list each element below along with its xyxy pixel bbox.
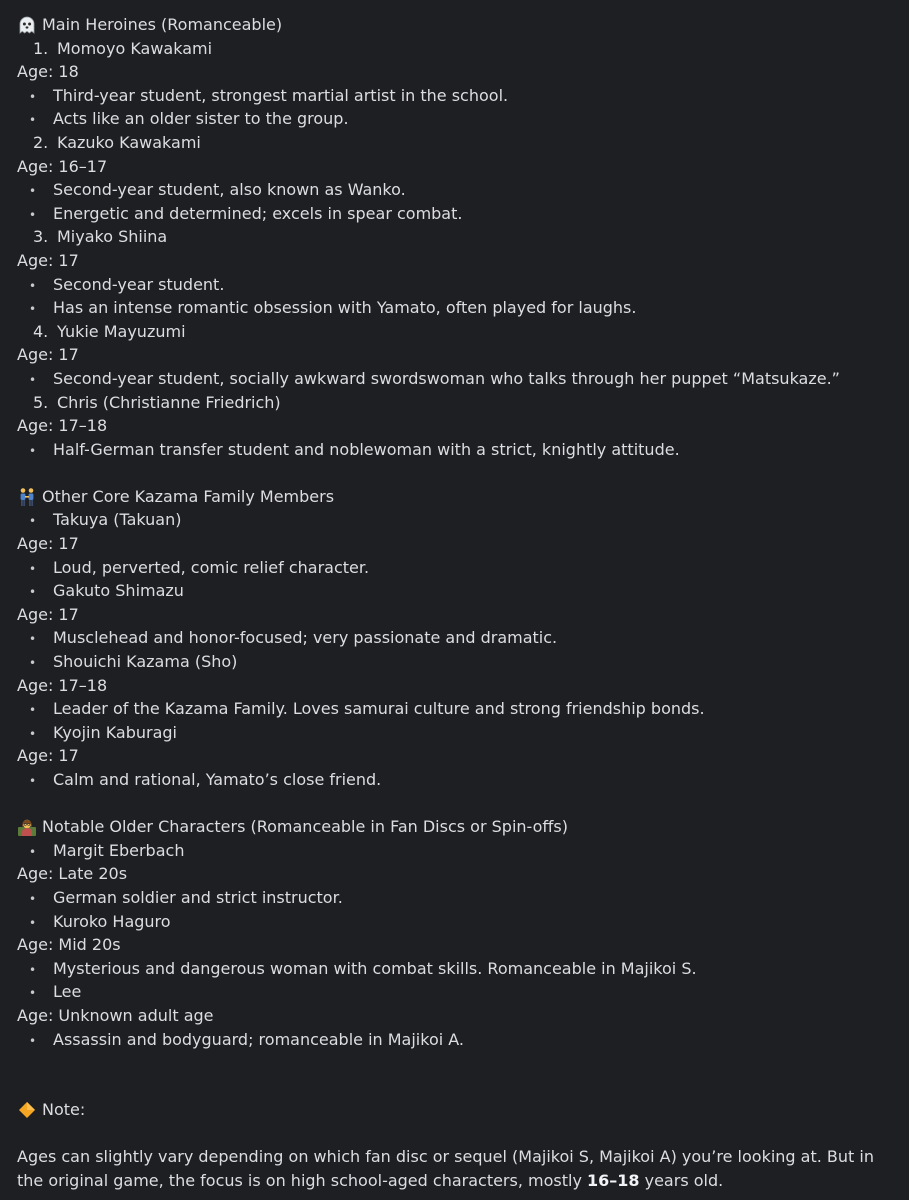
list-item: • Has an intense romantic obsession with Yamato, often played for laughs. bbox=[29, 298, 637, 318]
character-name: Kyojin Kaburagi bbox=[53, 722, 177, 742]
section-title: Other Core Kazama Family Members bbox=[42, 486, 335, 506]
orange-diamond-icon bbox=[17, 1100, 37, 1120]
list-item: • Second-year student. bbox=[29, 274, 225, 294]
list-item: • Third-year student, strongest martial artist in the school. bbox=[29, 85, 509, 105]
list-item: • Kuroko Haguro bbox=[29, 911, 171, 931]
message-content bbox=[17, 13, 902, 1193]
list-item: • German soldier and strict instructor. bbox=[29, 887, 343, 907]
note-text: Ages can slightly vary depending on which fan disc or sequel (Majikoi S, Majikoi A) you’re looking at. But in the original game, the focus is on high school-aged characters, mostly 16–18 years old. bbox=[17, 1147, 874, 1191]
list-item: 5. Chris (Christianne Friedrich) bbox=[33, 392, 281, 412]
character-age: Age: 17–18 bbox=[17, 675, 108, 695]
list-item: 2. Kazuko Kawakami bbox=[33, 132, 201, 152]
section-heading-core bbox=[17, 485, 902, 509]
character-name: Chris (Christianne Friedrich) bbox=[57, 392, 281, 412]
list-item: • Energetic and determined; excels in spear combat. bbox=[29, 203, 463, 223]
people-holding-hands-icon bbox=[17, 487, 37, 507]
list-item: • Half-German transfer student and noblewoman with a strict, knightly attitude. bbox=[29, 439, 680, 459]
character-age: Age: 17 bbox=[17, 250, 79, 270]
list-item: • Assassin and bodyguard; romanceable in Majikoi A. bbox=[29, 1029, 465, 1049]
character-name: Momoyo Kawakami bbox=[57, 38, 213, 58]
character-name: Takuya (Takuan) bbox=[53, 510, 182, 530]
list-item: 1. Momoyo Kawakami bbox=[33, 38, 213, 58]
list-item: • Margit Eberbach bbox=[29, 840, 185, 860]
ghost-icon bbox=[17, 15, 37, 35]
character-name: Shouichi Kazama (Sho) bbox=[53, 652, 238, 672]
list-item: • Musclehead and honor-focused; very passionate and dramatic. bbox=[29, 628, 558, 648]
character-age: Age: 17–18 bbox=[17, 416, 108, 436]
list-item: • Second-year student, also known as Wanko. bbox=[29, 180, 406, 200]
character-name: Lee bbox=[53, 982, 82, 1002]
character-age: Age: 17 bbox=[17, 345, 79, 365]
character-age: Age: 17 bbox=[17, 604, 79, 624]
teacher-icon bbox=[17, 817, 37, 837]
section-heading-older bbox=[17, 815, 902, 839]
character-name: Miyako Shiina bbox=[57, 227, 168, 247]
age-range-highlight: 16–18 bbox=[587, 1171, 640, 1191]
list-item: • Lee bbox=[29, 982, 82, 1002]
list-item: • Acts like an older sister to the group. bbox=[29, 109, 349, 129]
character-age: Age: 17 bbox=[17, 534, 79, 554]
character-age: Age: 17 bbox=[17, 746, 79, 766]
list-item: • Takuya (Takuan) bbox=[29, 510, 182, 530]
section-heading-main bbox=[17, 13, 902, 37]
list-item: 3. Miyako Shiina bbox=[33, 227, 168, 247]
character-name: Gakuto Shimazu bbox=[53, 581, 184, 601]
character-name: Yukie Mayuzumi bbox=[57, 321, 186, 341]
character-age: Age: 18 bbox=[17, 62, 79, 82]
list-item: 4. Yukie Mayuzumi bbox=[33, 321, 186, 341]
list-item: • Kyojin Kaburagi bbox=[29, 722, 177, 742]
section-title: Main Heroines (Romanceable) bbox=[42, 15, 283, 34]
character-age: Age: Unknown adult age bbox=[17, 1005, 214, 1025]
list-item: • Second-year student, socially awkward swordswoman who talks through her puppet “Matsukaze.” bbox=[29, 368, 840, 388]
list-item: • Shouichi Kazama (Sho) bbox=[29, 652, 238, 672]
character-age: Age: Mid 20s bbox=[17, 935, 121, 955]
character-age: Age: 16–17 bbox=[17, 156, 108, 176]
list-item: • Mysterious and dangerous woman with combat skills. Romanceable in Majikoi S. bbox=[29, 958, 697, 978]
list-item: • Calm and rational, Yamato’s close friend. bbox=[29, 770, 382, 789]
list-item: • Loud, perverted, comic relief character. bbox=[29, 557, 370, 577]
list-item: • Gakuto Shimazu bbox=[29, 581, 184, 601]
character-age: Age: Late 20s bbox=[17, 864, 128, 884]
section-title: Notable Older Characters (Romanceable in Fan Discs or Spin-offs) bbox=[42, 817, 568, 837]
note-heading bbox=[17, 1098, 902, 1122]
character-name: Kazuko Kawakami bbox=[57, 132, 201, 152]
list-item: • Leader of the Kazama Family. Loves samurai culture and strong friendship bonds. bbox=[29, 699, 705, 719]
note-label: Note: bbox=[42, 1100, 86, 1120]
character-name: Margit Eberbach bbox=[53, 840, 185, 860]
character-name: Kuroko Haguro bbox=[53, 911, 171, 931]
